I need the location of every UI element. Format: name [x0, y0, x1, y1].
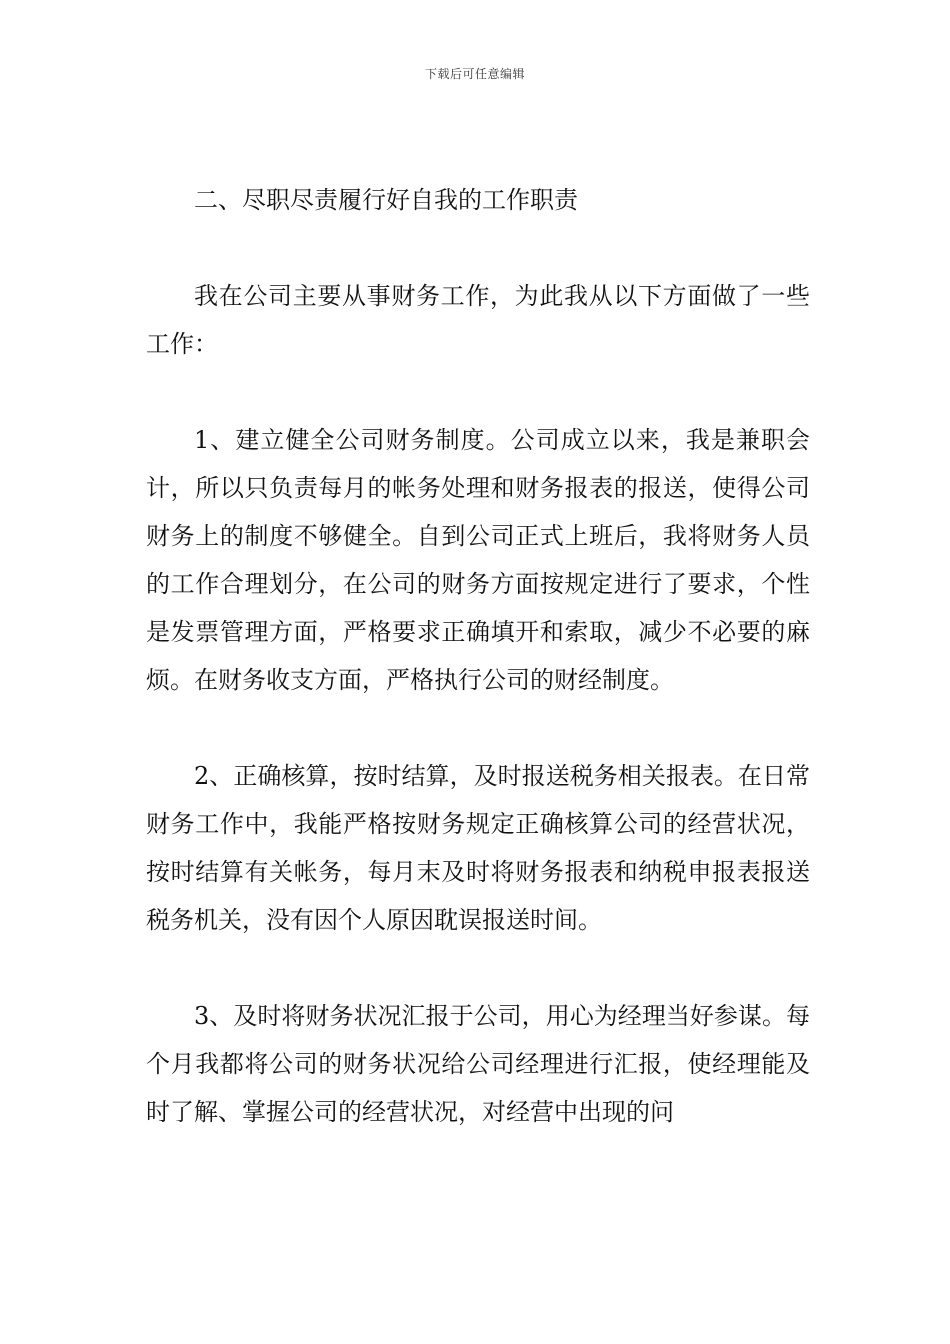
document-body — [146, 176, 810, 1136]
paragraph-item-2: 2、正确核算，按时结算，及时报送税务相关报表。在日常财务工作中，我能严格按财务规定正确核算公司的经营状况，按时结算有关帐务，每月末及时将财务报表和纳税申报表报送税务机关，没有因个人原因耽误报送时间。 — [146, 762, 810, 934]
intro-paragraph: 我在公司主要从事财务工作，为此我从以下方面做了一些工作： — [146, 282, 810, 358]
page-header: 下载后可任意编辑 — [424, 67, 525, 81]
paragraph-item-3: 3、及时将财务状况汇报于公司，用心为经理当好参谋。每个月我都将公司的财务状况给公司经理进行汇报，使经理能及时了解、掌握公司的经营状况，对经营中出现的问 — [146, 1002, 810, 1126]
section-heading: 二、尽职尽责履行好自我的工作职责 — [194, 186, 578, 214]
paragraph-item-1: 1、建立健全公司财务制度。公司成立以来，我是兼职会计，所以只负责每月的帐务处理和财务报表的报送，使得公司财务上的制度不够健全。自到公司正式上班后，我将财务人员的工作合理划分，在公司的财务方面按规定进行了要求，个性是发票管理方面，严格要求正确填开和索取，减少不必要的麻烦。在财务收支方面，严格执行公司的财经制度。 — [146, 426, 810, 694]
